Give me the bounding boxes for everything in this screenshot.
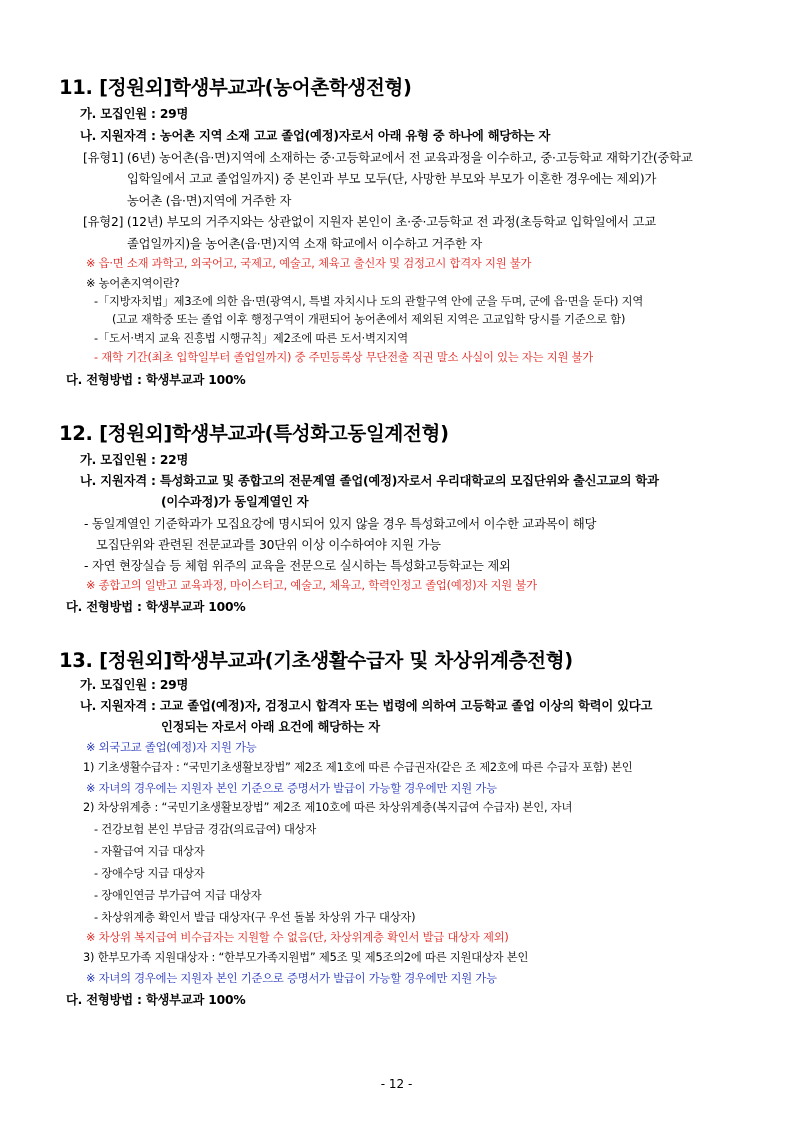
item-2-sub-2: - 자활급여 지급 대상자 — [94, 845, 205, 858]
item-1: 1) 기초생활수급자 : “국민기초생활보장법” 제2조 제1호에 따른 수급권자(같은 조 제2호에 따른 수급자 포함) 본인 — [83, 761, 633, 774]
note-non-recipient: ※ 차상위 복지급여 비수급자는 지원할 수 없음(단, 차상위계층 확인서 발급 대상자 제외) — [86, 931, 509, 944]
note-foreign: ※ 외국고교 졸업(예정)자 지원 가능 — [86, 741, 257, 754]
item-2-sub-5: - 차상위계층 확인서 발급 대상자(구 우선 돌봄 차상위 가구 대상자) — [94, 911, 416, 924]
note-child-1: ※ 자녀의 경우에는 지원자 본인 기준으로 증명서가 발급이 가능할 경우에만 지원 가능 — [86, 782, 497, 795]
item-2: 2) 차상위계층 : “국민기초생활보장법” 제2조 제10호에 따른 차상위계층(복지급여 수급자) 본인, 자녀 — [83, 801, 573, 814]
criteria-1-line2: 모집단위와 관련된 전문교과를 30단위 이상 이수하여야 지원 가능 — [96, 538, 441, 552]
item-3: 3) 한부모가족 지원대상자 : “한부모가족지원법” 제5조 및 제5조의2에 따른 지원대상자 본인 — [83, 951, 529, 964]
type1-line2: 입학일에서 고교 졸업일까지) 중 본인과 부모 모두(단, 사망한 부모와 부모가 이혼한 경우에는 제외)가 — [127, 172, 657, 186]
criteria-1-line1: - 동일계열인 기준학과가 모집요강에 명시되어 있지 않을 경우 특성화고에서 이수한 교과목이 해당 — [84, 517, 597, 531]
eligibility-line2: 인정되는 자로서 아래 요건에 해당하는 자 — [161, 720, 380, 734]
eligibility: 나. 지원자격 : 농어촌 지역 소재 고교 졸업(예정)자로서 아래 유형 중 하나에 해당하는 자 — [80, 129, 551, 143]
section-title: 13. [정원외]학생부교과(기초생활수급자 및 차상위계층전형) — [59, 649, 573, 672]
criteria-2: - 자연 현장실습 등 체험 위주의 교육을 전문으로 실시하는 특성화고등학교는 제외 — [84, 559, 511, 573]
note-excluded: ※ 종합고의 일반고 교육과정, 마이스터고, 예술고, 체육고, 학력인정고 졸업(예정)자 지원 불가 — [86, 579, 537, 592]
section-title: 12. [정원외]학생부교과(특성화고동일계전형) — [59, 422, 449, 445]
type1-line1: [유형1] (6년) 농어촌(읍·면)지역에 소재하는 중·고등학교에서 전 교육과정을 이수하고, 중·고등학교 재학기간(중학교 — [83, 151, 693, 165]
type1-line3: 농어촌 (읍·면)지역에 거주한 자 — [127, 194, 292, 208]
recruit-count: 가. 모집인원 : 22명 — [80, 453, 189, 467]
selection-method: 다. 전형방법 : 학생부교과 100% — [66, 600, 246, 614]
note-residence: - 재학 기간(최초 입학일부터 졸업일까지) 중 주민등록상 무단전출 직권 말소 사실이 있는 자는 지원 불가 — [94, 351, 593, 364]
eligibility-line1: 나. 지원자격 : 고교 졸업(예정)자, 검정고시 합격자 또는 법령에 의하여 고등학교 졸업 이상의 학력이 있다고 — [80, 699, 653, 713]
rural-def-2: -「도서·벽지 교육 진흥법 시행규칙」제2조에 따른 도서·벽지지역 — [94, 332, 408, 345]
selection-method: 다. 전형방법 : 학생부교과 100% — [66, 993, 246, 1007]
recruit-count: 가. 모집인원 : 29명 — [80, 678, 189, 692]
note-child-2: ※ 자녀의 경우에는 지원자 본인 기준으로 증명서가 발급이 가능할 경우에만 지원 가능 — [86, 972, 497, 985]
item-2-sub-4: - 장애인연금 부가급여 지급 대상자 — [94, 889, 262, 902]
recruit-count: 가. 모집인원 : 29명 — [80, 107, 189, 121]
type2-line2: 졸업일까지)을 농어촌(읍·면)지역 소재 학교에서 이수하고 거주한 자 — [127, 237, 483, 251]
type2-line1: [유형2] (12년) 부모의 거주지와는 상관없이 지원자 본인이 초·중·고등학교 전 과정(초등학교 입학일에서 고교 — [83, 215, 656, 229]
item-2-sub-3: - 장애수당 지급 대상자 — [94, 867, 205, 880]
eligibility-line2: (이수과정)가 동일계열인 자 — [161, 495, 309, 509]
page-number: - 12 - — [380, 1077, 413, 1091]
note-excluded: ※ 읍·면 소재 과학고, 외국어고, 국제고, 예술고, 체육고 출신자 및 검정고시 합격자 지원 불가 — [86, 257, 532, 270]
section-title: 11. [정원외]학생부교과(농어촌학생전형) — [59, 76, 412, 99]
rural-def-1: -「지방자치법」제3조에 의한 읍·면(광역시, 특별 자치시나 도의 관할구역 안에 군을 두며, 군에 읍·면을 둔다) 지역 — [94, 295, 644, 308]
note-rural-definition: ※ 농어촌지역이란? — [86, 277, 180, 290]
item-2-sub-1: - 건강보험 본인 부담금 경감(의료급여) 대상자 — [94, 823, 317, 836]
eligibility-line1: 나. 지원자격 : 특성화고교 및 종합고의 전문계열 졸업(예정)자로서 우리대학교의 모집단위와 출신고교의 학과 — [80, 474, 659, 488]
rural-def-1-sub: (고교 재학중 또는 졸업 이후 행정구역이 개편되어 농어촌에서 제외된 지역은 고교입학 당시를 기준으로 함) — [112, 313, 626, 326]
selection-method: 다. 전형방법 : 학생부교과 100% — [66, 373, 246, 387]
